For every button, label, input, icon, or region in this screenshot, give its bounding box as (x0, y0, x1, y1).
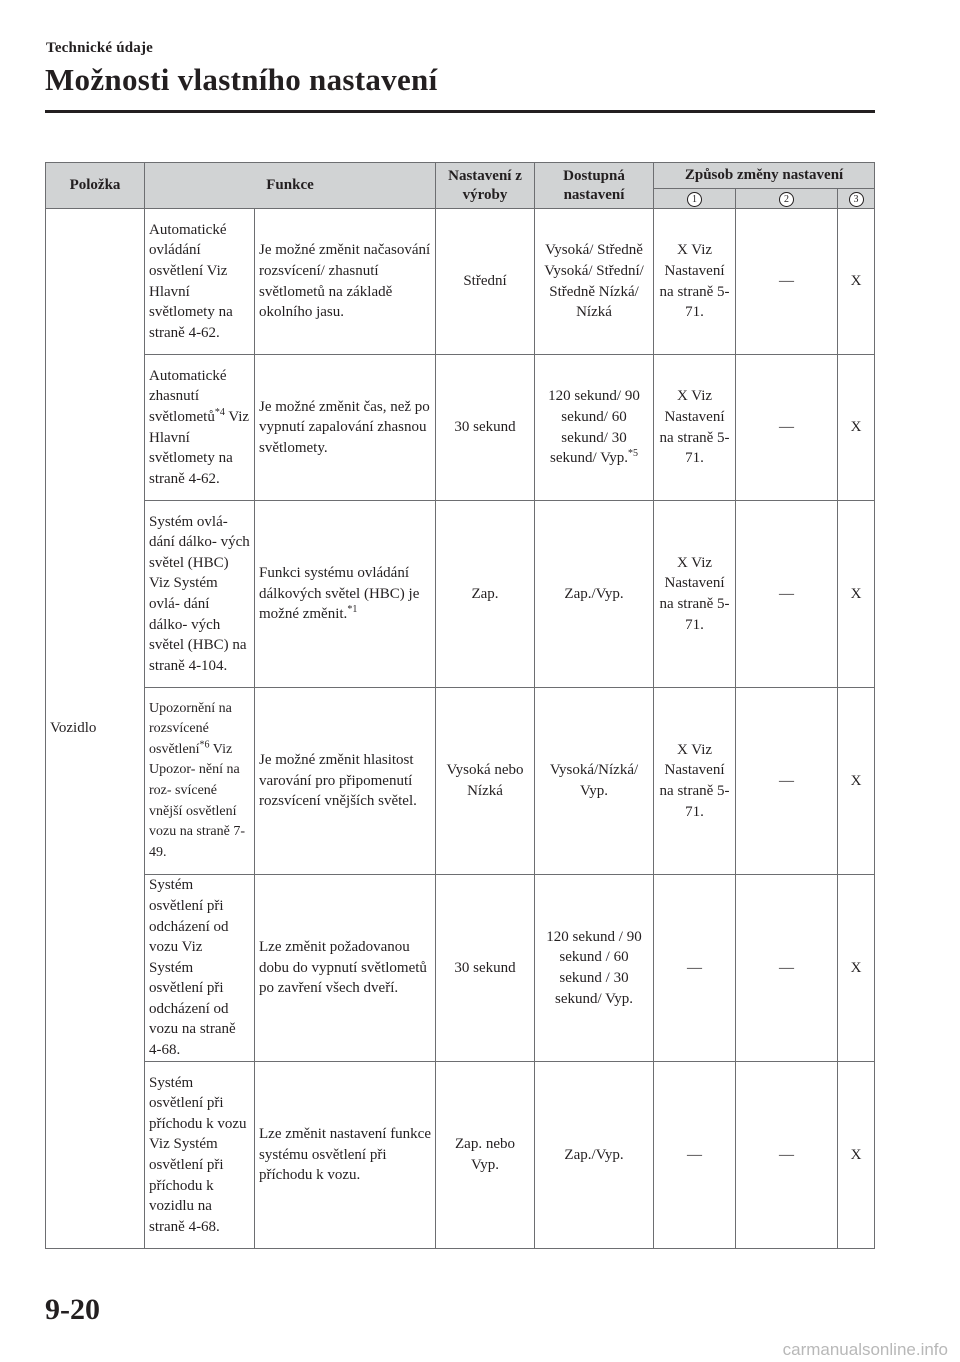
method-2-cell: — (736, 688, 838, 875)
method-1-cell: X Viz Nastavení na straně 5-71. (654, 501, 736, 688)
col-header-method-3 (838, 189, 875, 209)
page-number: 9-20 (45, 1293, 100, 1326)
function-cell (255, 501, 436, 688)
table-row (46, 688, 875, 875)
method-1-cell: — (654, 1062, 736, 1249)
item-text-rest: Viz Hlavní světlomety na straně 4-62. (149, 408, 250, 487)
method-3-cell: X (838, 688, 875, 875)
col-header-default: Nastavení z výroby (436, 163, 535, 209)
circled-two-icon: 2 (779, 192, 794, 207)
circled-one-icon: 1 (687, 192, 702, 207)
method-1-cell: X Viz Nastavení na straně 5-71. (654, 688, 736, 875)
col-header-function: Funkce (145, 163, 436, 209)
available-cell: Vysoká/Nízká/ Vyp. (535, 688, 654, 875)
item-cell: Systém ovlá- dání dálko- vých světel (HBC) Viz Systém ovlá- dání dálko- vých světel (HBC) na straně 4-104. (145, 501, 255, 688)
method-3-cell: X (838, 501, 875, 688)
settings-table (45, 162, 875, 1249)
item-cell: Automatické ovládání osvětlení Viz Hlavní světlomety na straně 4-62. (145, 209, 255, 355)
method-2-cell: — (736, 355, 838, 501)
function-cell: Lze změnit požadovanou dobu do vypnutí světlometů po zavření všech dveří. (255, 875, 436, 1062)
footnote-mark: *5 (628, 448, 639, 460)
table-row (46, 355, 875, 501)
item-text: Upozornění na rozsvícené osvětlení (149, 700, 232, 757)
available-text: 120 sekund/ 90 sekund/ 60 sekund/ 30 sekund/ Vyp. (548, 388, 640, 467)
item-text: Automatické zhasnutí světlometů (149, 367, 227, 425)
table-row (46, 875, 875, 1062)
default-cell: Střední (436, 209, 535, 355)
item-text-rest: Viz Upozor- nění na roz- svícené vnější osvětlení vozu na straně 7-49. (149, 741, 246, 860)
footnote-mark: *4 (214, 406, 225, 418)
item-cell: Systém osvětlení při odcházení od vozu Viz Systém osvětlení při odcházení od vozu na straně 4-68. (145, 875, 255, 1062)
method-3-cell: X (838, 355, 875, 501)
available-cell (535, 355, 654, 501)
function-cell: Je možné změnit čas, než po vypnutí zapalování zhasnou světlomety. (255, 355, 436, 501)
function-cell: Je možné změnit hlasitost varování pro připomenutí rozsvícení vnějších světel. (255, 688, 436, 875)
item-cell (145, 355, 255, 501)
group-cell-vehicle: Vozidlo (46, 209, 145, 1249)
method-1-cell: X Viz Nastavení na straně 5-71. (654, 209, 736, 355)
method-1-cell: — (654, 875, 736, 1062)
method-2-cell: — (736, 875, 838, 1062)
function-cell: Lze změnit nastavení funkce systému osvětlení při příchodu k vozu. (255, 1062, 436, 1249)
table-row (46, 209, 875, 355)
item-cell: Systém osvětlení při příchodu k vozu Viz Systém osvětlení při příchodu k vozidlu na straně 4-68. (145, 1062, 255, 1249)
footnote-mark: *6 (199, 739, 210, 751)
table-header-row (46, 163, 875, 189)
col-header-method-2 (736, 189, 838, 209)
method-3-cell: X (838, 209, 875, 355)
table-row (46, 1062, 875, 1249)
col-header-available: Dostupná nastavení (535, 163, 654, 209)
function-text: Funkci systému ovládání dálkových světel (HBC) je možné změnit. (259, 565, 420, 623)
available-cell: 120 sekund / 90 sekund / 60 sekund / 30 sekund/ Vyp. (535, 875, 654, 1062)
default-cell: Zap. nebo Vyp. (436, 1062, 535, 1249)
page-title: Možnosti vlastního nastavení (45, 62, 438, 97)
col-header-method: Způsob změny nastavení (654, 163, 875, 189)
method-3-cell: X (838, 875, 875, 1062)
col-header-item: Položka (46, 163, 145, 209)
col-header-method-1 (654, 189, 736, 209)
default-cell: Vysoká nebo Nízká (436, 688, 535, 875)
circled-three-icon: 3 (849, 192, 864, 207)
footnote-mark: *1 (347, 604, 358, 616)
function-cell: Je možné změnit načasování rozsvícení/ zhasnutí světlometů na základě okolního jasu. (255, 209, 436, 355)
available-cell: Vysoká/ Středně Vysoká/ Střední/ Středně Nízká/ Nízká (535, 209, 654, 355)
method-1-cell: X Viz Nastavení na straně 5-71. (654, 355, 736, 501)
method-3-cell: X (838, 1062, 875, 1249)
available-cell: Zap./Vyp. (535, 501, 654, 688)
available-cell: Zap./Vyp. (535, 1062, 654, 1249)
watermark: carmanualsonline.info (782, 1340, 948, 1359)
method-2-cell: — (736, 209, 838, 355)
method-2-cell: — (736, 501, 838, 688)
table-row (46, 501, 875, 688)
title-rule (45, 110, 875, 113)
default-cell: 30 sekund (436, 875, 535, 1062)
default-cell: Zap. (436, 501, 535, 688)
item-cell (145, 688, 255, 875)
default-cell: 30 sekund (436, 355, 535, 501)
section-label: Technické údaje (46, 40, 154, 56)
method-2-cell: — (736, 1062, 838, 1249)
